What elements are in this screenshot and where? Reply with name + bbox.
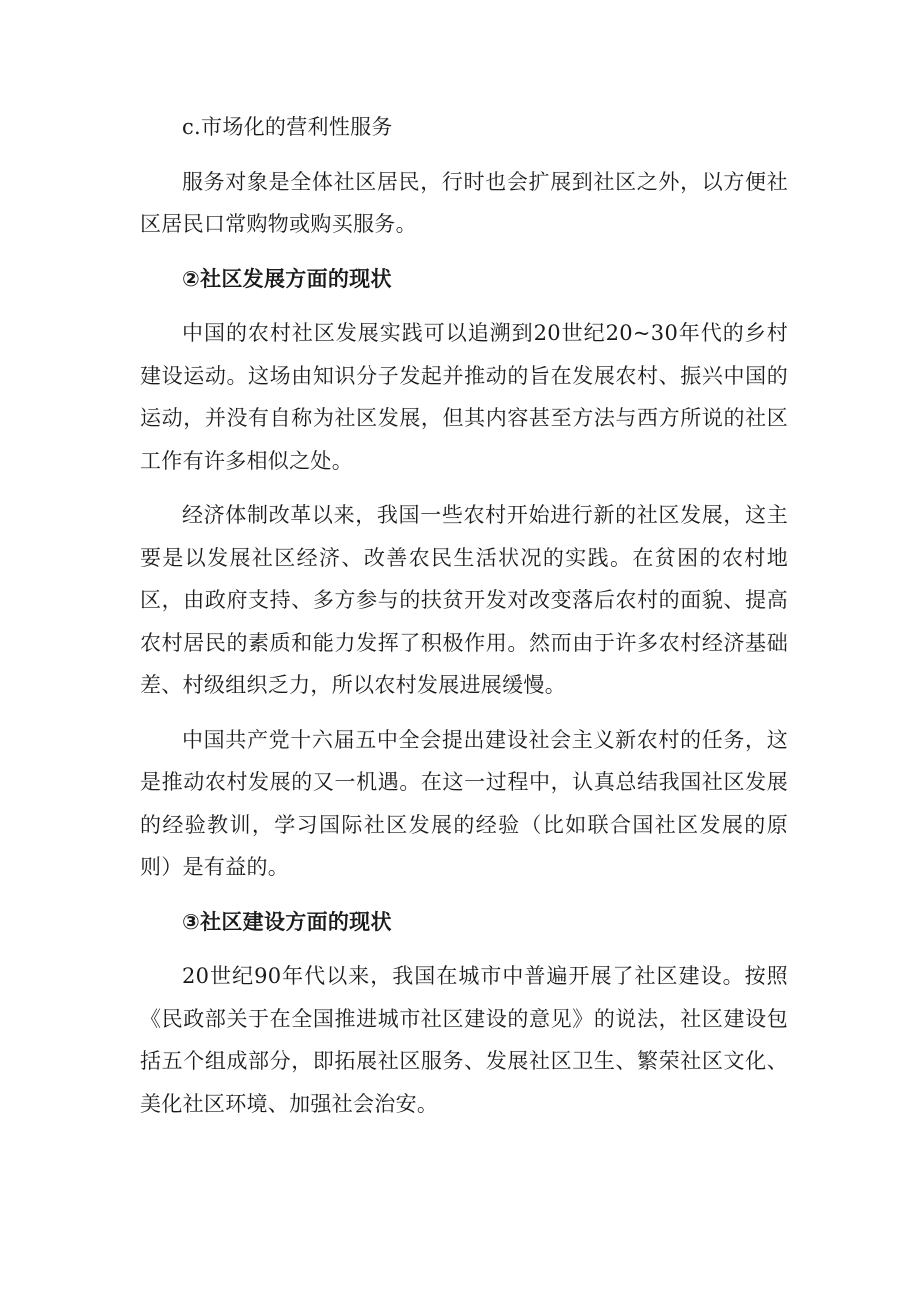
paragraph-urban-construction: 20世纪90年代以来，我国在城市中普遍开展了社区建设。按照《民政部关于在全国推进城市社区建设的意见》的说法，社区建设包括五个组成部分，即拓展社区服务、发展社区卫生、繁荣社区文化、美化社区环境、加强社会治安。: [140, 964, 788, 1116]
paragraph-service-target: 服务对象是全体社区居民，行时也会扩展到社区之外，以方便社区居民口常购物或购买服务。: [140, 169, 788, 236]
paragraph-new-countryside: 中国共产党十六届五中全会提出建设社会主义新农村的任务，这是推动农村发展的又一机遇。在这一过程中，认真总结我国社区发展的经验教训，学习国际社区发展的经验（比如联合国社区发展的原则）是有益的。: [140, 727, 788, 879]
document-page: [140, 106, 788, 1137]
heading-community-development: ②社区发展方面的现状: [182, 266, 392, 291]
heading-community-construction: ③社区建设方面的现状: [182, 909, 392, 934]
paragraph-market-service: c.市场化的营利性服务: [182, 115, 393, 139]
paragraph-economic-reform: 经济体制改革以来，我国一些农村开始进行新的社区发展，这主要是以发展社区经济、改善农民生活状况的实践。在贫困的农村地区，由政府支持、多方参与的扶贫开发对改变落后农村的面貌、提高农村居民的素质和能力发挥了积极作用。然而由于许多农村经济基础差、村级组织乏力，所以农村发展进展缓慢。: [140, 503, 788, 697]
paragraph-rural-history: 中国的农村社区发展实践可以追溯到20世纪20~30年代的乡村建设运动。这场由知识分子发起并推动的旨在发展农村、振兴中国的运动，并没有自称为社区发展，但其内容甚至方法与西方所说的社区工作有许多相似之处。: [140, 321, 788, 473]
